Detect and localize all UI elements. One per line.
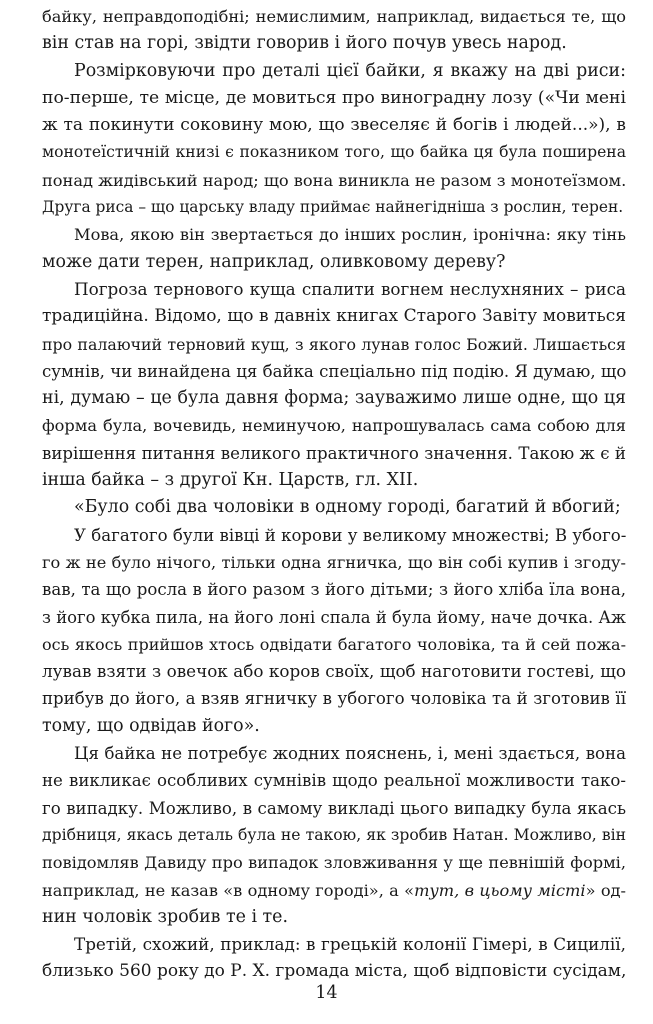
text-line: прибув до його, а взяв ягничку в убогого чоловіка та й зготовив її [42, 689, 626, 709]
text-line: повідомляв Давиду про випадок зловживання у ще певнішій формі, [42, 853, 626, 873]
text-line: інша байка – з другої Кн. Царств, гл. XII. [42, 470, 419, 491]
text-line: по-перше, те місце, де мовиться про виноградну лозу («Чи мені [42, 87, 626, 108]
text-line: близько 560 року до Р. Х. громада міста, щоб відповісти сусідам, [42, 961, 627, 982]
text-line: вирішення питання великого практичного значення. Такою ж є й [42, 443, 626, 463]
text-line: го випадку. Можливо, в самому викладі цього випадку була якась [42, 798, 626, 818]
text-line: Третій, схожий, приклад: в грецькій колонії Гімері, в Сицилії, [74, 934, 626, 955]
text-line: Розмірковуючи про деталі цієї байки, я вкажу на дві риси: [74, 60, 626, 81]
emphasis-text: тут, в цьому місті [414, 880, 586, 900]
body-text [42, 3, 626, 986]
text-line: байку, неправдоподібні; немислимим, наприклад, видається те, що [42, 7, 626, 26]
text-line: форма була, вочевидь, неминучою, напрошувалась сама собою для [42, 416, 626, 436]
text-line: тому, що одвідав його». [42, 715, 260, 736]
text-line: може дати терен, наприклад, оливковому дереву? [42, 251, 506, 272]
text-line: про палаючий терновий кущ, з якого лунав голос Божий. Лишається [42, 334, 626, 354]
text-line: ось якось прийшов хтось одвідати багатого чоловіка, та й сей пожа- [42, 634, 626, 654]
text-line: ж та покинути соковину мою, що звеселяє й богів і людей...»), в [42, 115, 626, 136]
text-line: наприклад, не казав «в одному городі», а «тут, в цьому місті» од- [42, 880, 626, 900]
text-line: традиційна. Відомо, що в давніх книгах Старого Завіту мовиться [42, 306, 626, 327]
text-line: сумнів, чи винайдена ця байка спеціально під подію. Я думаю, що [42, 361, 627, 381]
text-line: з його кубка пила, на його лоні спала й була йому, наче дочка. Аж [42, 607, 626, 627]
text-line: лував взяти з овечок або коров своїх, щоб наготовити гостеві, що [42, 661, 626, 682]
text-line: він став на горі, звідти говорив і його почув увесь народ. [42, 33, 567, 54]
text-line: Друга риса – що царську владу приймає найнегідніша з рослин, терен. [42, 198, 624, 217]
text-line: вав, та що росла в його разом з його дітьми; з його хліба їла вона, [42, 580, 626, 600]
text-line: го ж не було нічого, тільки одна ягничка, що він собі купив і згоду- [42, 552, 626, 572]
text-line: Погроза тернового куща спалити вогнем неслухняних – риса [74, 278, 626, 299]
text-line: «Було собі два чоловіки в одному городі, багатий й вбогий; [74, 497, 621, 518]
text-line: нин чоловік зробив те і те. [42, 906, 288, 927]
text-line: не викликає особливих сумнівів щодо реальної можливости тако- [42, 771, 626, 791]
page-number: 14 [315, 983, 338, 1003]
text-line: монотеїстичній книзі є показником того, що байка ця була поширена [42, 143, 626, 162]
text-line: У багатого були вівці й корови у великому множестві; В убого- [74, 525, 627, 545]
text-line: дрібниця, якась деталь була не такою, як зробив Натан. Можливо, він [42, 825, 626, 844]
text-line: понад жидівський народ; що вона виникла не разом з монотеїзмом. [42, 170, 627, 190]
text-line: Ця байка не потребує жодних пояснень, і, мені здається, вона [74, 744, 626, 764]
text-line: Мова, якою він звертається до інших рослин, іронічна: яку тінь [74, 225, 626, 245]
text-line: ні, думаю – це була давня форма; зауважимо лише одне, що ця [42, 388, 626, 409]
